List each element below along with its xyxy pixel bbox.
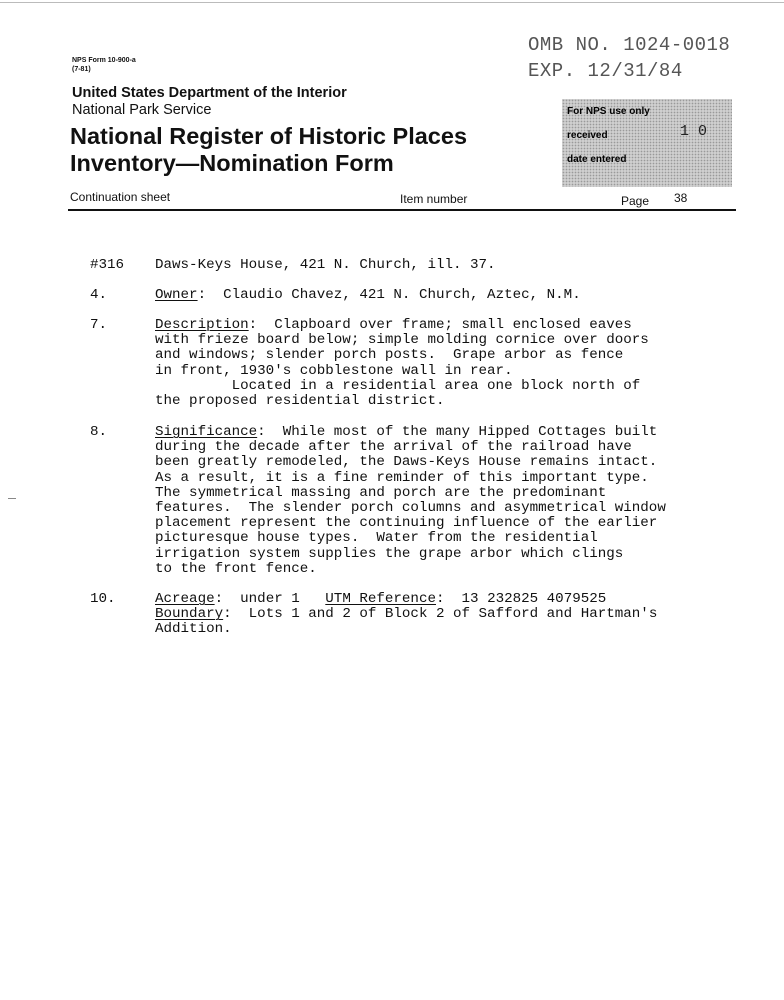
form-date: (7-81)	[72, 66, 91, 73]
department-name: United States Department of the Interior	[72, 85, 347, 101]
page-number: 38	[674, 191, 688, 205]
entry-316-text: Daws-Keys House, 421 N. Church, ill. 37.	[155, 257, 496, 273]
page-label: Page	[621, 194, 650, 208]
continuation-sheet-label: Continuation sheet	[70, 190, 171, 204]
acreage-label: Acreage	[155, 591, 215, 607]
entry-10-text	[155, 592, 657, 638]
form-title-line2: Inventory—Nomination Form	[70, 150, 394, 176]
form-number-block	[72, 56, 136, 74]
omb-block	[528, 32, 730, 84]
nps-use-only-label: For NPS use only	[567, 106, 650, 117]
omb-number: OMB NO. 1024-0018	[528, 34, 731, 56]
omb-expiration: EXP. 12/31/84	[528, 60, 683, 82]
scan-margin-mark	[8, 498, 16, 499]
form-title-line1: National Register of Historic Places	[70, 123, 468, 149]
boundary-label: Boundary	[155, 606, 224, 623]
significance-body: during the decade after the arrival of the railroad have been greatly remodeled, the Daws-Keys House remains intact. As a result, it is a fine reminder of this important type. The symmetrical massing and porch are the predominant features. The slender porch columns and asymmetrical window placement represent the continuing influence of the earlier picturesque house types. Water from the residential irrigation system supplies the grape arbor which clings to the front fence.	[155, 439, 666, 577]
entry-4-line	[155, 288, 581, 303]
item-number-label: Item number	[400, 192, 468, 206]
boundary-text: : Lots 1 and 2 of Block 2 of Safford and Hartman's	[223, 606, 658, 623]
date-entered-label: date entered	[567, 154, 627, 165]
nps-use-only-box	[562, 99, 732, 187]
utm-reference-label: UTM Reference	[325, 591, 436, 607]
service-name: National Park Service	[72, 102, 212, 118]
entry-7-number: 7.	[90, 317, 108, 333]
description-line1: : Clapboard over frame; small enclosed eaves	[248, 317, 632, 333]
utm-reference-text: : 13 232825 4079525	[435, 591, 607, 607]
entry-7-text	[155, 318, 649, 409]
owner-label: Owner	[155, 287, 198, 303]
entry-316-number: #316	[90, 257, 125, 273]
significance-line1: : While most of the many Hipped Cottages built	[257, 424, 658, 440]
description-label: Description	[155, 317, 249, 333]
form-number: NPS Form 10-900-a	[72, 57, 136, 64]
entry-10-number: 10.	[90, 591, 116, 607]
header-rule	[68, 209, 736, 211]
entry-8-text	[155, 425, 666, 577]
significance-label: Significance	[155, 424, 258, 440]
received-label: received	[567, 130, 608, 141]
entry-8-number: 8.	[90, 424, 108, 440]
form-title	[70, 123, 467, 177]
boundary-rest: Addition.	[155, 621, 232, 638]
description-body: with frieze board below; simple molding cornice over doors and windows; slender porch posts. Grape arbor as fence in front, 1930's cobblestone wall in rear. Located in a residential area one block north of the proposed residential district.	[155, 332, 649, 410]
received-stamp-mark: 1 0	[680, 123, 708, 140]
acreage-text: : under 1	[214, 591, 326, 607]
entry-4-number: 4.	[90, 287, 108, 303]
owner-text: : Claudio Chavez, 421 N. Church, Aztec, N.M.	[197, 287, 581, 303]
scan-edge-line	[0, 2, 784, 3]
